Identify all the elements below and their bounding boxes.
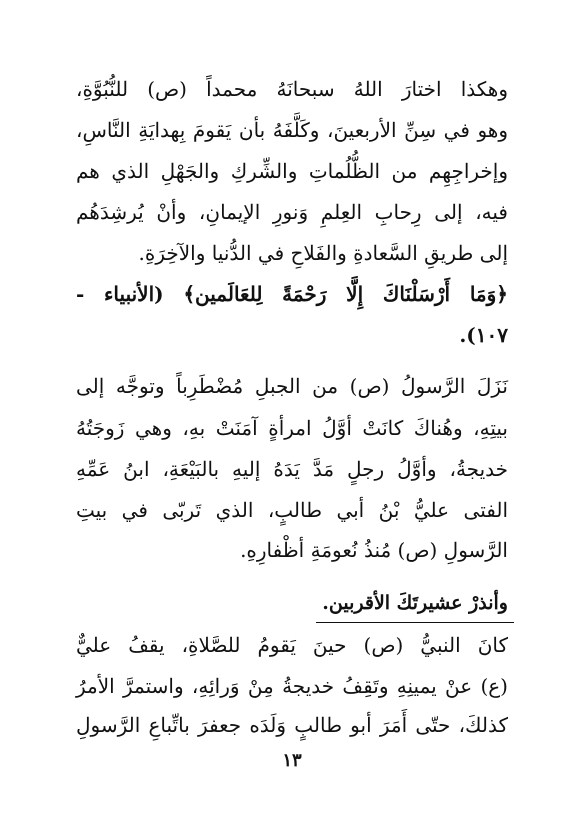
- paragraph-1-line-2: وهو في سِنِّ الأربعينَ، وكَلَّفَهُ بأن يَقومَ بِهدايَةِ النَّاسِ،: [76, 118, 508, 142]
- section-heading: وأنذرْ عشيرتَكَ الأقربين.: [322, 592, 508, 614]
- paragraph-1-line-3: وإخراجِهِم من الظُّلُماتِ والشِّركِ والجَهْلِ الذي هم: [76, 159, 508, 183]
- paragraph-1-line-4: فيه، إلى رِحابِ العِلمِ وَنورِ الإيمانِ، وأنْ يُرشِدَهُم: [76, 200, 508, 224]
- paragraph-2-line-4: الفتى عليُّ بْنُ أبي طالبٍ، الذي تَربّى في بيتِ: [76, 498, 508, 522]
- quran-quote-line-1: ﴿وَمَا أَرْسَلْنَاكَ إِلَّا رَحْمَةً لِلعَالَمين﴾ (الأنبياء -: [76, 282, 508, 306]
- paragraph-1-line-1: وهكذا اختارَ اللهُ سبحانَهُ محمداً (ص) للنُّبُوَّةِ،: [76, 77, 508, 101]
- page-number: ١٣: [282, 750, 302, 771]
- paragraph-3-line-2: (ع) عنْ يمينِهِ وتَقِفُ خديجةُ مِنْ وَرائِهِ، واستمرَّ الأمرُ: [76, 674, 508, 698]
- paragraph-3-line-1: كانَ النبيُّ (ص) حينَ يَقومُ للصَّلاةِ، يقفُ عليٌّ: [76, 633, 508, 657]
- paragraph-2-line-5: الرَّسولِ (ص) مُنذُ نُعومَةِ أظْفارِهِ.: [240, 538, 508, 562]
- paragraph-1-line-5: إلى طريقِ السَّعادةِ والفَلاحِ في الدُّنيا والآخِرَةِ.: [138, 241, 508, 265]
- paragraph-3-line-3: كذلكَ، حتّى أَمَرَ أبو طالبٍ وَلَدَه جعفرَ باتِّباعِ الرَّسولِ: [76, 713, 508, 737]
- paragraph-2-line-3: خديجةُ، وأوَّلُ رجلٍ مَدَّ يَدَهُ إليهِ بالبَيْعَةِ، ابنُ عَمِّهِ: [76, 457, 508, 481]
- quran-quote-line-2: ١٠٧).: [459, 323, 508, 347]
- paragraph-2-line-1: نَزَلَ الرَّسولُ (ص) من الجبلِ مُضْطَرِباً وتوجَّه إلى: [76, 374, 508, 398]
- paragraph-2-line-2: بيتِهِ، وهُناكَ كانَتْ أوَّلُ امرأةٍ آمَنَتْ بهِ، وهي زَوجَتُهُ: [76, 416, 508, 440]
- section-heading-underline: [316, 622, 514, 623]
